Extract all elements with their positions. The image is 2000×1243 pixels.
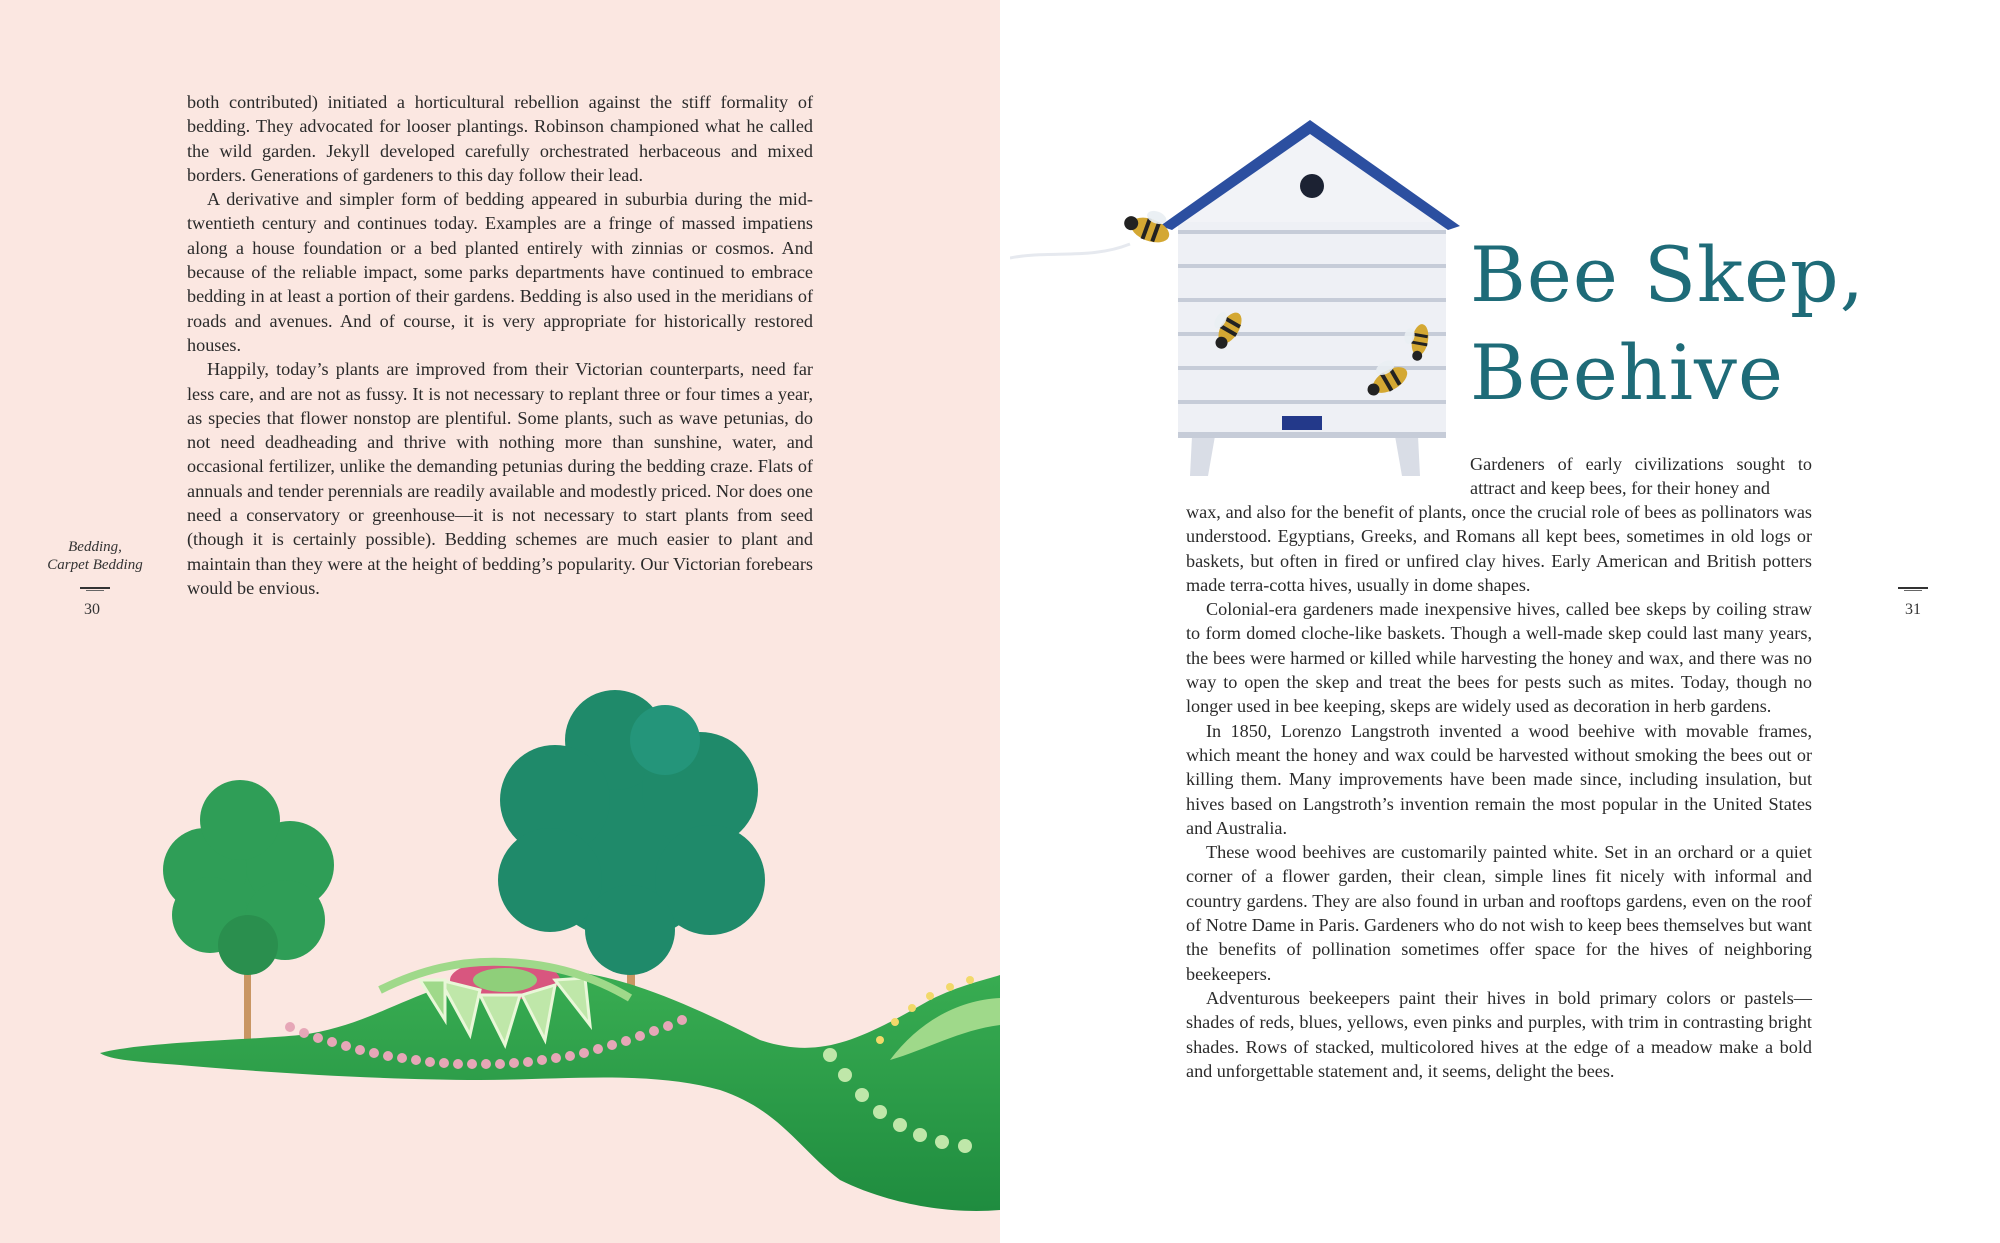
left-paragraph-1: both contributed) initiated a horticultural rebellion against the stiff formality of bedding. They advocated for looser plantings. Robinson championed what he called the wild garden. Jekyll developed carefully orchestrated herbaceous and mixed borders. Generations of gardeners to this day follow their lead. xyxy=(187,92,813,185)
right-intro-text xyxy=(1470,452,1812,501)
right-folio: 31 xyxy=(1905,601,1921,618)
right-paragraph-2: Colonial-era gardeners made inexpensive hives, called bee skeps by coiling straw to form domed cloche-like baskets. Though a well-made skep could last many years, the bees were harmed or killed while harvesting the honey and wax, and there was no way to open the skep and treat the bees for pests such as mites. Today, though no longer used in bee keeping, skeps are widely used as decoration in herb gardens. xyxy=(1186,599,1812,717)
chapter-title-line-1: Bee Skep, xyxy=(1470,230,1865,319)
running-head-line-2: Carpet Bedding xyxy=(47,557,143,573)
chapter-title-line-2: Beehive xyxy=(1470,328,1784,417)
left-folio-ornament xyxy=(80,587,110,592)
right-paragraph-3: In 1850, Lorenzo Langstroth invented a wood beehive with movable frames, which meant the honey and wax could be harvested without smoking the bees out or killing them. Many improvements have been made since, including insulation, but hives based on Langstroth’s invention remain the most popular in the United States and Australia. xyxy=(1186,720,1812,838)
beehive-illustration xyxy=(1010,118,1460,483)
right-paragraph-5: Adventurous beekeepers paint their hives in bold primary colors or pastels—shades of reds, blues, yellows, even pinks and purples, with trim in contrasting bright shades. Rows of stacked, multicolored hives at the edge of a meadow make a bold and unforgettable statement and, it seems, delight the bees. xyxy=(1186,987,1812,1081)
large-tree xyxy=(498,690,765,975)
left-folio: 30 xyxy=(84,601,100,618)
right-page-body-text xyxy=(1186,500,1812,1083)
right-paragraph-4: These wood beehives are customarily painted white. Set in an orchard or a quiet corner of a flower garden, their clean, simple lines fit nicely with informal and country gardens. They are also found in urban and rooftops gardens, even on the roof of Notre Dame in Paris. Gardeners who do not wish to keep bees themselves but want the benefits of pollination sometimes offer space for the hives of neighboring beekeepers. xyxy=(1186,842,1812,984)
chapter-title xyxy=(1470,226,1865,422)
right-intro-paragraph: Gardeners of early civilizations sought to attract and keep bees, for their honey and xyxy=(1470,454,1812,499)
running-head-line-1: Bedding, xyxy=(68,539,122,555)
running-head xyxy=(30,538,160,574)
right-paragraph-1: wax, and also for the benefit of plants, once the crucial role of bees as pollinators was understood. Egyptians, Greeks, and Romans all kept bees, sometimes in old logs or baskets, but often in fired or unfired clay hives. Early American and British potters made terra-cotta hives, usually in dome shapes. xyxy=(1186,502,1812,595)
left-page-body-text xyxy=(187,90,813,600)
garden-illustration xyxy=(0,680,1000,1243)
small-tree xyxy=(163,780,334,975)
left-paragraph-3: Happily, today’s plants are improved from their Victorian counterparts, need far less care, and are not as fussy. It is not necessary to replant three or four times a year, as species that flower nonstop are plentiful. Some plants, such as wave petunias, do not need deadheading and thrive with nothing more than sunshine, water, and occasional fertilizer, unlike the demanding petunias during the bedding craze. Flats of annuals and tender perennials are readily available and modestly priced. Nor does one need a conservatory or greenhouse—it is not necessary to start plants from seed (though it is certainly possible). Bedding schemes are much easier to plant and maintain than they were at the height of bedding’s popularity. Our Victorian forebears would be envious. xyxy=(187,359,813,598)
right-folio-ornament xyxy=(1898,587,1928,592)
left-paragraph-2: A derivative and simpler form of bedding appeared in suburbia during the mid-twentieth century and continues today. Examples are a fringe of massed impatiens along a house foundation or a bed planted entirely with zinnias or cosmos. And because of the reliable impact, some parks departments have continued to embrace bedding in at least a portion of their gardens. Bedding is also used in the meridians of roads and avenues. And of course, it is very appropriate for historically restored houses. xyxy=(187,189,813,355)
